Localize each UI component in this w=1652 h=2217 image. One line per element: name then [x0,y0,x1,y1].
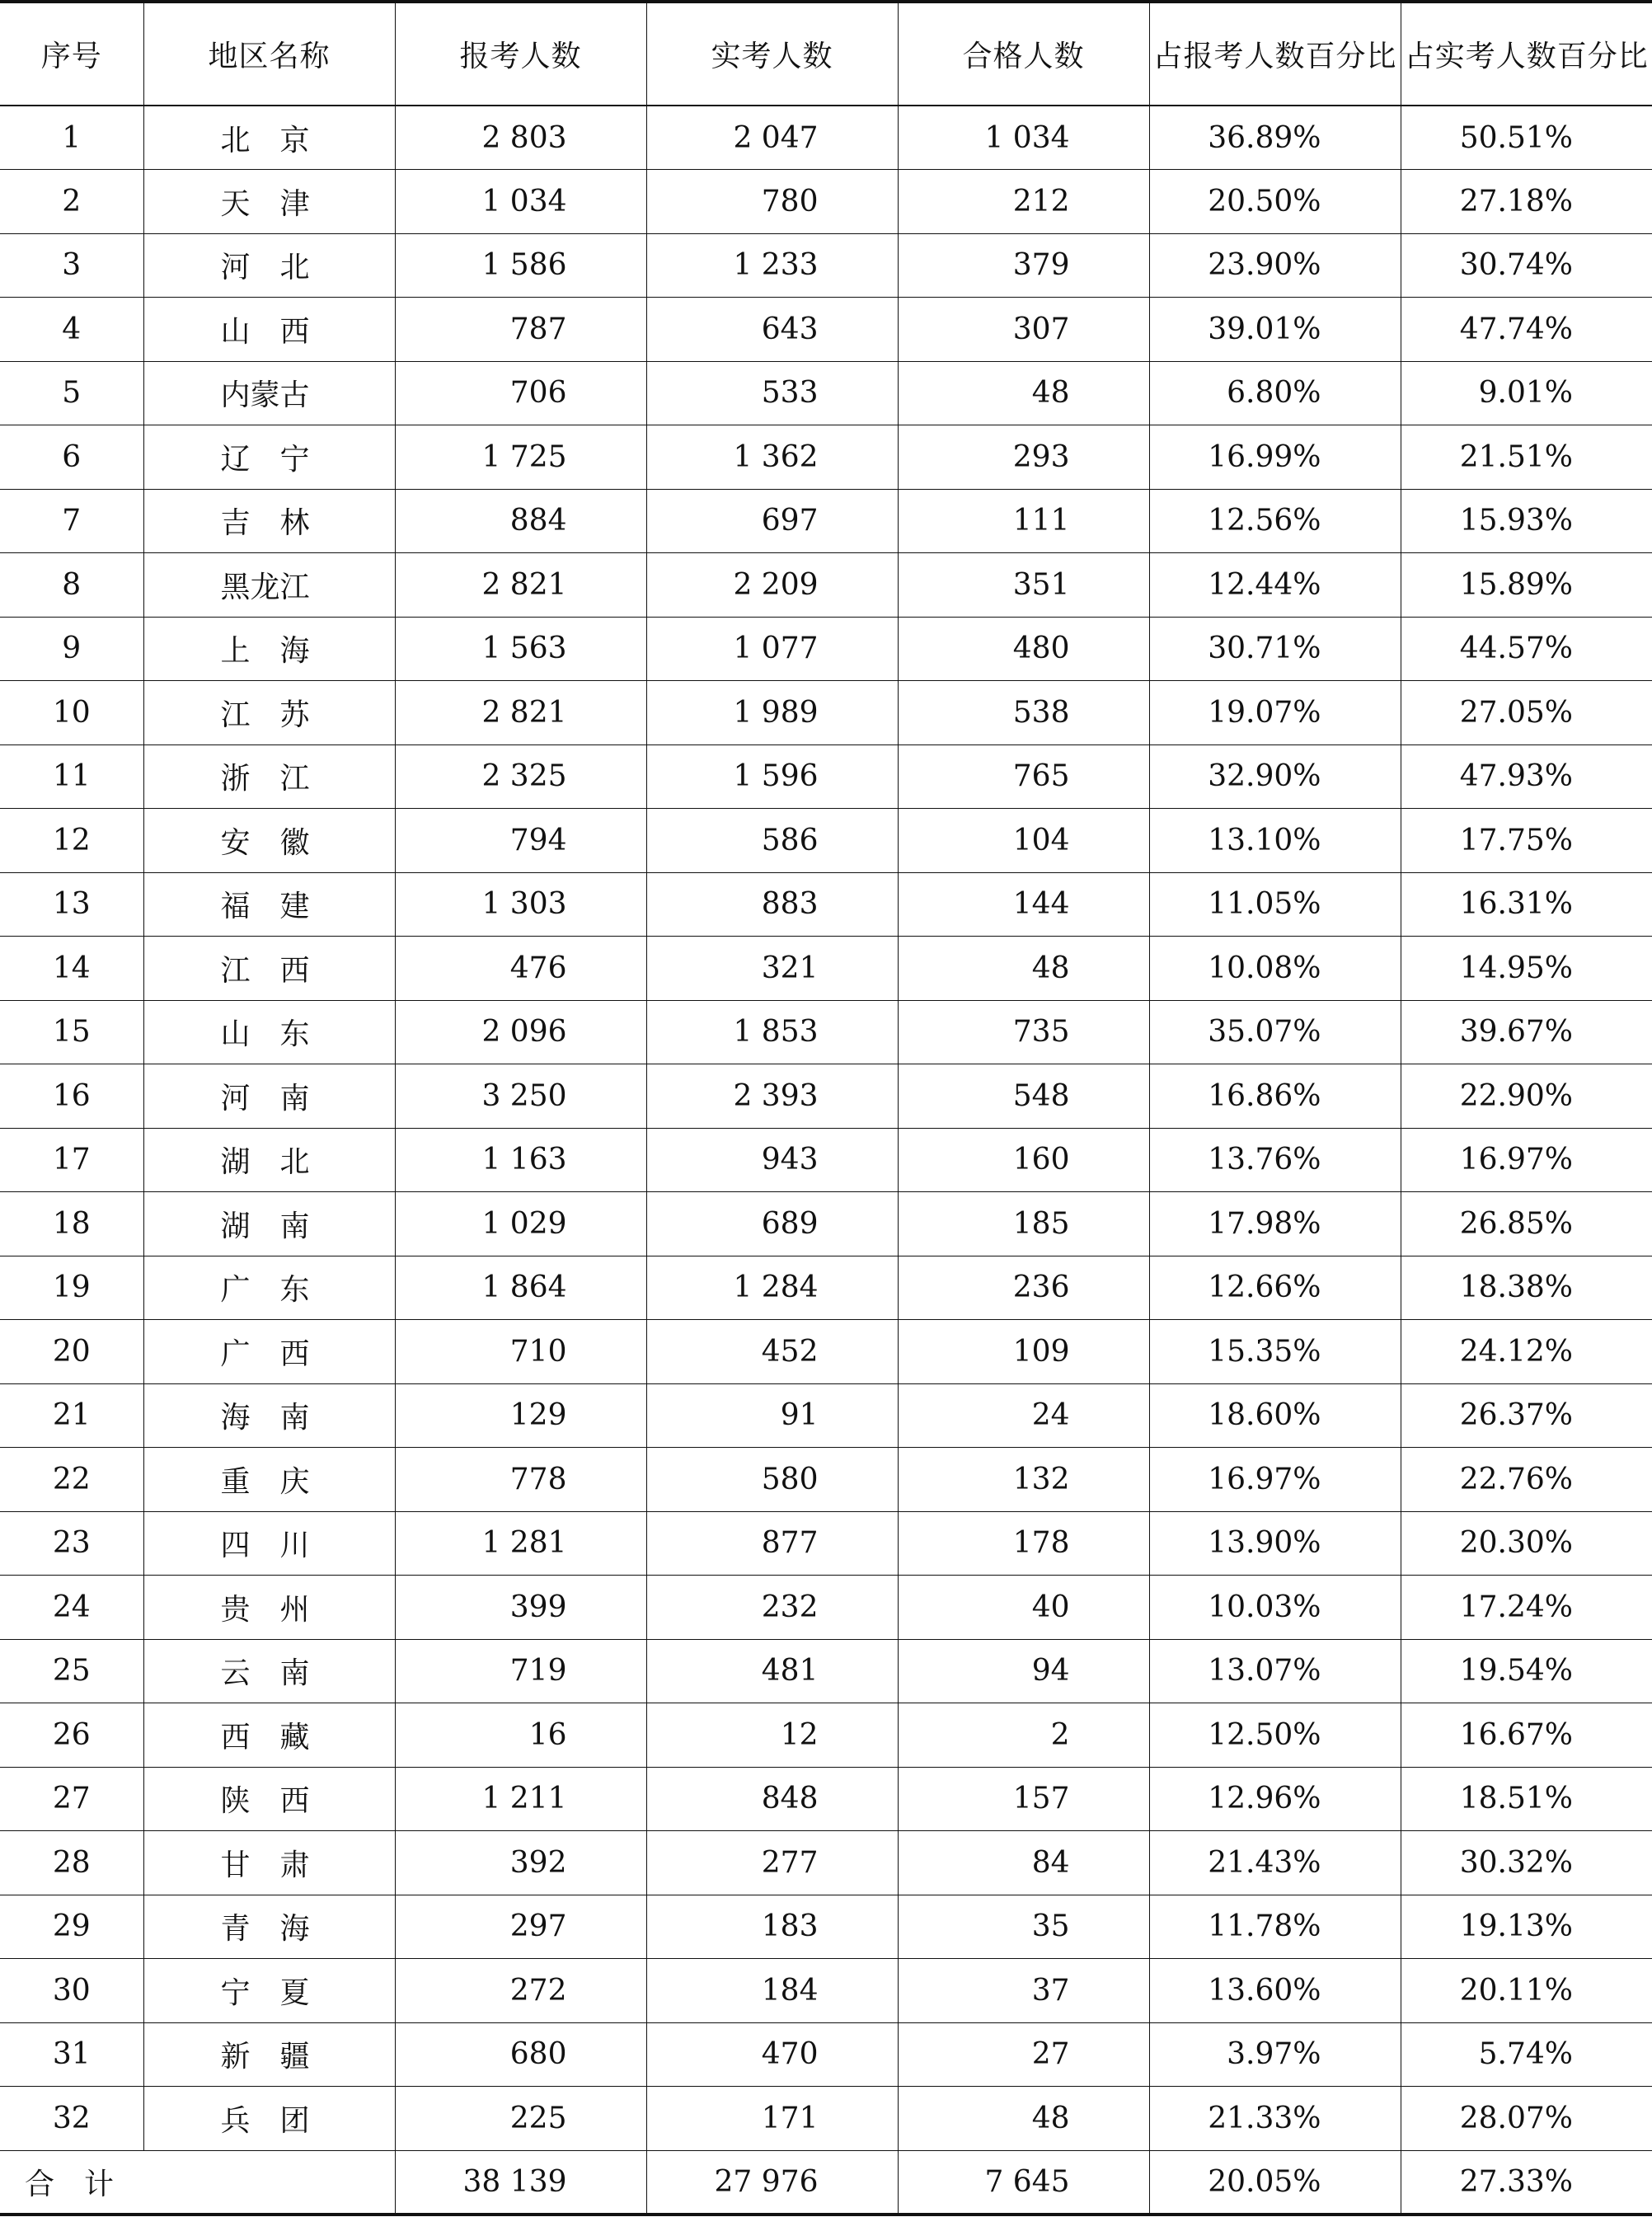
cell-region: 兵 团 [143,2087,395,2151]
cell-pct-examined: 22.76% [1401,1448,1652,1512]
cell-region: 吉 林 [143,489,395,553]
cell-pct-registered: 16.86% [1149,1064,1401,1129]
cell-passed: 27 [898,2022,1149,2087]
cell-registered: 476 [395,937,646,1001]
cell-pct-examined: 18.51% [1401,1767,1652,1831]
cell-registered: 1 029 [395,1192,646,1256]
cell-passed: 157 [898,1767,1149,1831]
table-row [0,361,1652,425]
cell-index: 10 [0,681,143,745]
table-row [0,1639,1652,1703]
cell-examined: 883 [646,872,898,937]
cell-region: 湖 南 [143,1192,395,1256]
cell-index: 3 [0,233,143,298]
cell-index: 13 [0,872,143,937]
cell-pct-examined: 39.67% [1401,1000,1652,1064]
cell-examined: 1 989 [646,681,898,745]
cell-registered: 778 [395,1448,646,1512]
cell-region: 贵 州 [143,1576,395,1640]
cell-passed: 48 [898,2087,1149,2151]
cell-pct-registered: 11.78% [1149,1895,1401,1959]
cell-region: 广 东 [143,1256,395,1320]
cell-pct-registered: 19.07% [1149,681,1401,745]
cell-passed: 765 [898,744,1149,809]
cell-region: 广 西 [143,1320,395,1384]
cell-region: 甘 肃 [143,1831,395,1895]
cell-registered: 2 803 [395,106,646,170]
cell-region: 福 建 [143,872,395,937]
cell-passed: 735 [898,1000,1149,1064]
cell-registered: 2 325 [395,744,646,809]
cell-pct-examined: 27.18% [1401,170,1652,234]
cell-registered: 794 [395,809,646,873]
cell-region: 内蒙古 [143,361,395,425]
cell-index: 17 [0,1128,143,1192]
table-row [0,937,1652,1001]
cell-registered: 16 [395,1703,646,1768]
table-header [0,2,1652,106]
cell-index: 6 [0,425,143,490]
cell-pct-examined: 20.11% [1401,1959,1652,2023]
cell-examined: 321 [646,937,898,1001]
cell-registered: 787 [395,298,646,362]
table-row [0,1831,1652,1895]
cell-passed: 94 [898,1639,1149,1703]
cell-pct-registered: 16.97% [1149,1448,1401,1512]
cell-examined: 2 209 [646,553,898,618]
cell-region: 西 藏 [143,1703,395,1768]
cell-registered: 1 281 [395,1511,646,1576]
cell-registered: 1 864 [395,1256,646,1320]
cell-region: 上 海 [143,617,395,681]
table-row [0,1703,1652,1768]
cell-pct-examined: 24.12% [1401,1320,1652,1384]
cell-examined: 943 [646,1128,898,1192]
header-registered: 报考人数 [395,2,646,106]
cell-examined: 481 [646,1639,898,1703]
cell-pct-examined: 30.32% [1401,1831,1652,1895]
total-registered: 38 139 [395,2150,646,2215]
cell-examined: 580 [646,1448,898,1512]
cell-examined: 877 [646,1511,898,1576]
cell-pct-registered: 18.60% [1149,1383,1401,1448]
cell-passed: 548 [898,1064,1149,1129]
cell-pct-examined: 47.93% [1401,744,1652,809]
cell-pct-examined: 19.13% [1401,1895,1652,1959]
cell-passed: 538 [898,681,1149,745]
cell-passed: 293 [898,425,1149,490]
cell-registered: 2 096 [395,1000,646,1064]
cell-pct-registered: 20.50% [1149,170,1401,234]
cell-index: 20 [0,1320,143,1384]
table-row [0,1128,1652,1192]
cell-examined: 12 [646,1703,898,1768]
cell-pct-examined: 21.51% [1401,425,1652,490]
cell-pct-examined: 5.74% [1401,2022,1652,2087]
cell-registered: 129 [395,1383,646,1448]
cell-region: 湖 北 [143,1128,395,1192]
cell-registered: 392 [395,1831,646,1895]
table-row [0,681,1652,745]
cell-index: 12 [0,809,143,873]
cell-examined: 91 [646,1383,898,1448]
cell-pct-registered: 11.05% [1149,872,1401,937]
cell-pct-examined: 30.74% [1401,233,1652,298]
cell-examined: 470 [646,2022,898,2087]
table-body [0,106,1652,2215]
table-row [0,1192,1652,1256]
cell-pct-registered: 16.99% [1149,425,1401,490]
cell-index: 18 [0,1192,143,1256]
cell-pct-examined: 15.93% [1401,489,1652,553]
cell-examined: 586 [646,809,898,873]
cell-registered: 2 821 [395,553,646,618]
cell-pct-registered: 12.96% [1149,1767,1401,1831]
cell-passed: 379 [898,233,1149,298]
cell-pct-registered: 10.03% [1149,1576,1401,1640]
cell-passed: 2 [898,1703,1149,1768]
cell-pct-registered: 39.01% [1149,298,1401,362]
cell-examined: 848 [646,1767,898,1831]
cell-pct-examined: 17.75% [1401,809,1652,873]
cell-examined: 2 047 [646,106,898,170]
table-row [0,872,1652,937]
cell-index: 16 [0,1064,143,1129]
table-row [0,1064,1652,1129]
cell-passed: 84 [898,1831,1149,1895]
header-region: 地区名称 [143,2,395,106]
cell-region: 青 海 [143,1895,395,1959]
cell-region: 河 北 [143,233,395,298]
cell-pct-registered: 21.43% [1149,1831,1401,1895]
cell-passed: 160 [898,1128,1149,1192]
table-row [0,1383,1652,1448]
table-row [0,1448,1652,1512]
cell-passed: 48 [898,937,1149,1001]
cell-examined: 2 393 [646,1064,898,1129]
table-row [0,106,1652,170]
cell-index: 14 [0,937,143,1001]
header-pct-examined: 占实考人数百分比 [1401,2,1652,106]
cell-examined: 1 853 [646,1000,898,1064]
cell-examined: 184 [646,1959,898,2023]
cell-pct-examined: 14.95% [1401,937,1652,1001]
total-row [0,2150,1652,2215]
cell-pct-registered: 35.07% [1149,1000,1401,1064]
header-passed: 合格人数 [898,2,1149,106]
cell-examined: 1 233 [646,233,898,298]
cell-registered: 719 [395,1639,646,1703]
cell-examined: 277 [646,1831,898,1895]
cell-registered: 1 586 [395,233,646,298]
cell-passed: 178 [898,1511,1149,1576]
cell-pct-registered: 3.97% [1149,2022,1401,2087]
cell-region: 宁 夏 [143,1959,395,2023]
cell-region: 辽 宁 [143,425,395,490]
cell-passed: 1 034 [898,106,1149,170]
cell-index: 31 [0,2022,143,2087]
cell-pct-examined: 20.30% [1401,1511,1652,1576]
cell-index: 19 [0,1256,143,1320]
cell-index: 28 [0,1831,143,1895]
cell-passed: 109 [898,1320,1149,1384]
cell-passed: 236 [898,1256,1149,1320]
cell-passed: 35 [898,1895,1149,1959]
cell-passed: 48 [898,361,1149,425]
cell-passed: 144 [898,872,1149,937]
cell-registered: 710 [395,1320,646,1384]
cell-region: 山 西 [143,298,395,362]
cell-examined: 1 596 [646,744,898,809]
cell-examined: 697 [646,489,898,553]
cell-region: 重 庆 [143,1448,395,1512]
cell-pct-examined: 44.57% [1401,617,1652,681]
cell-index: 1 [0,106,143,170]
cell-index: 26 [0,1703,143,1768]
cell-pct-examined: 17.24% [1401,1576,1652,1640]
table-row [0,425,1652,490]
cell-pct-examined: 16.67% [1401,1703,1652,1768]
cell-pct-examined: 26.37% [1401,1383,1652,1448]
cell-index: 24 [0,1576,143,1640]
cell-pct-registered: 12.44% [1149,553,1401,618]
cell-region: 河 南 [143,1064,395,1129]
cell-passed: 351 [898,553,1149,618]
cell-passed: 185 [898,1192,1149,1256]
cell-index: 29 [0,1895,143,1959]
cell-index: 23 [0,1511,143,1576]
cell-region: 北 京 [143,106,395,170]
cell-region: 海 南 [143,1383,395,1448]
cell-pct-registered: 32.90% [1149,744,1401,809]
table-row [0,1256,1652,1320]
cell-examined: 533 [646,361,898,425]
cell-registered: 1 163 [395,1128,646,1192]
cell-pct-registered: 36.89% [1149,106,1401,170]
cell-pct-registered: 13.60% [1149,1959,1401,2023]
cell-pct-examined: 19.54% [1401,1639,1652,1703]
cell-registered: 297 [395,1895,646,1959]
table-row [0,489,1652,553]
total-pct-examined: 27.33% [1401,2150,1652,2215]
cell-region: 陕 西 [143,1767,395,1831]
table-row [0,1511,1652,1576]
cell-examined: 689 [646,1192,898,1256]
total-pct-registered: 20.05% [1149,2150,1401,2215]
cell-registered: 1 725 [395,425,646,490]
cell-passed: 307 [898,298,1149,362]
cell-pct-registered: 10.08% [1149,937,1401,1001]
cell-passed: 111 [898,489,1149,553]
cell-passed: 132 [898,1448,1149,1512]
cell-index: 4 [0,298,143,362]
cell-examined: 183 [646,1895,898,1959]
cell-pct-examined: 27.05% [1401,681,1652,745]
cell-passed: 104 [898,809,1149,873]
cell-examined: 452 [646,1320,898,1384]
table-row [0,809,1652,873]
total-label: 合 计 [0,2150,395,2215]
cell-registered: 399 [395,1576,646,1640]
cell-registered: 272 [395,1959,646,2023]
cell-examined: 780 [646,170,898,234]
cell-examined: 1 284 [646,1256,898,1320]
cell-registered: 680 [395,2022,646,2087]
cell-region: 江 西 [143,937,395,1001]
cell-pct-registered: 30.71% [1149,617,1401,681]
table-row [0,233,1652,298]
cell-index: 7 [0,489,143,553]
cell-examined: 232 [646,1576,898,1640]
cell-examined: 171 [646,2087,898,2151]
total-passed: 7 645 [898,2150,1149,2215]
cell-index: 30 [0,1959,143,2023]
cell-pct-registered: 13.76% [1149,1128,1401,1192]
cell-registered: 225 [395,2087,646,2151]
cell-region: 安 徽 [143,809,395,873]
cell-index: 32 [0,2087,143,2151]
cell-index: 15 [0,1000,143,1064]
cell-pct-registered: 21.33% [1149,2087,1401,2151]
cell-examined: 1 077 [646,617,898,681]
cell-examined: 643 [646,298,898,362]
cell-pct-registered: 13.07% [1149,1639,1401,1703]
cell-region: 新 疆 [143,2022,395,2087]
table-row [0,1767,1652,1831]
table-row [0,617,1652,681]
header-examined: 实考人数 [646,2,898,106]
cell-region: 江 苏 [143,681,395,745]
cell-pct-examined: 26.85% [1401,1192,1652,1256]
cell-region: 云 南 [143,1639,395,1703]
header-row [0,2,1652,106]
cell-pct-registered: 6.80% [1149,361,1401,425]
cell-pct-examined: 28.07% [1401,2087,1652,2151]
cell-region: 四 川 [143,1511,395,1576]
cell-registered: 884 [395,489,646,553]
cell-pct-registered: 15.35% [1149,1320,1401,1384]
cell-index: 11 [0,744,143,809]
cell-pct-registered: 23.90% [1149,233,1401,298]
cell-pct-registered: 13.90% [1149,1511,1401,1576]
total-examined: 27 976 [646,2150,898,2215]
cell-index: 8 [0,553,143,618]
cell-region: 山 东 [143,1000,395,1064]
cell-pct-registered: 17.98% [1149,1192,1401,1256]
cell-pct-examined: 9.01% [1401,361,1652,425]
cell-registered: 1 034 [395,170,646,234]
cell-passed: 37 [898,1959,1149,2023]
cell-index: 27 [0,1767,143,1831]
cell-pct-examined: 22.90% [1401,1064,1652,1129]
cell-region: 黑龙江 [143,553,395,618]
cell-passed: 212 [898,170,1149,234]
table-row [0,170,1652,234]
cell-region: 天 津 [143,170,395,234]
table-row [0,744,1652,809]
cell-index: 2 [0,170,143,234]
cell-index: 9 [0,617,143,681]
cell-pct-registered: 12.56% [1149,489,1401,553]
cell-registered: 1 563 [395,617,646,681]
cell-passed: 480 [898,617,1149,681]
cell-pct-examined: 15.89% [1401,553,1652,618]
table-row [0,2022,1652,2087]
cell-registered: 1 211 [395,1767,646,1831]
cell-index: 22 [0,1448,143,1512]
header-pct-registered: 占报考人数百分比 [1149,2,1401,106]
cell-registered: 2 821 [395,681,646,745]
table-row [0,2087,1652,2151]
cell-pct-examined: 50.51% [1401,106,1652,170]
cell-index: 5 [0,361,143,425]
table-row [0,1000,1652,1064]
cell-pct-examined: 16.97% [1401,1128,1652,1192]
cell-pct-registered: 12.66% [1149,1256,1401,1320]
table-row [0,298,1652,362]
table-row [0,1895,1652,1959]
header-index: 序号 [0,2,143,106]
cell-registered: 1 303 [395,872,646,937]
cell-registered: 3 250 [395,1064,646,1129]
table-row [0,1959,1652,2023]
cell-pct-examined: 16.31% [1401,872,1652,937]
cell-pct-examined: 47.74% [1401,298,1652,362]
table-row [0,553,1652,618]
cell-index: 21 [0,1383,143,1448]
cell-examined: 1 362 [646,425,898,490]
table-row [0,1320,1652,1384]
cell-pct-examined: 18.38% [1401,1256,1652,1320]
cell-pct-registered: 13.10% [1149,809,1401,873]
cell-passed: 40 [898,1576,1149,1640]
cell-region: 浙 江 [143,744,395,809]
cell-registered: 706 [395,361,646,425]
cell-pct-registered: 12.50% [1149,1703,1401,1768]
cell-passed: 24 [898,1383,1149,1448]
cell-index: 25 [0,1639,143,1703]
table-row [0,1576,1652,1640]
